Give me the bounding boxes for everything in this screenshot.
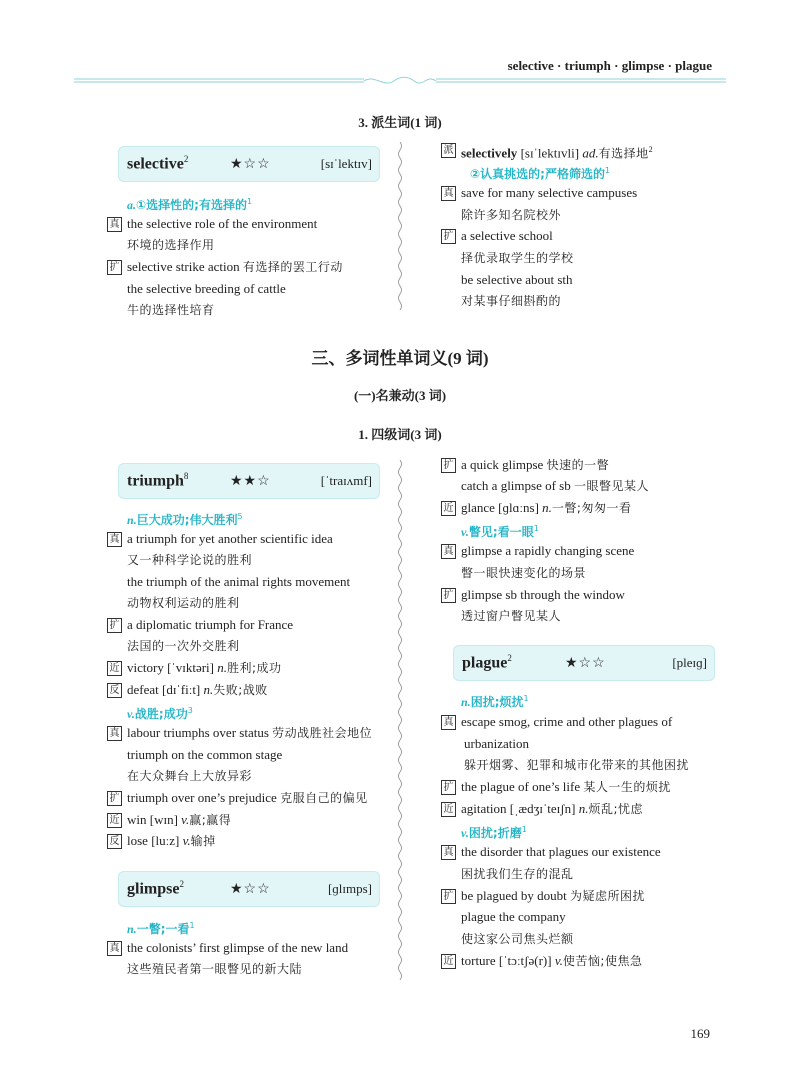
example-continued: urbanization <box>464 736 529 751</box>
example: 真 save for many selective campuses <box>441 184 637 202</box>
example: 真 escape smog, crime and other plagues of <box>441 713 672 731</box>
example: 扩 a selective school <box>441 227 553 245</box>
zhen-mark: 真 <box>441 715 456 730</box>
example: the triumph of the animal rights movement <box>127 574 351 589</box>
zhen-mark: 真 <box>441 845 456 860</box>
entry-card-selective <box>118 146 380 182</box>
zhen-mark: 真 <box>441 186 456 201</box>
sense-adj-2: ②认真挑选的;严格筛选的$^1$ <box>470 166 611 181</box>
sense-verb: v.瞥见;看一眼$^1$ <box>461 524 539 539</box>
headword: triumph$^8$ <box>127 471 189 490</box>
synonym: 近 win [wɪn] v.赢;赢得 <box>107 811 231 829</box>
translation: 这些殖民者第一眼瞥见的新大陆 <box>127 962 303 976</box>
fan-mark: 反 <box>107 834 122 849</box>
sense-verb: v.困扰;折磨$^1$ <box>461 825 527 840</box>
synonym: 近 victory [ˈvɪktəri] n.胜利;成功 <box>107 659 282 677</box>
translation: 动物权利运动的胜利 <box>127 596 240 610</box>
kuo-mark: 扩 <box>441 780 456 795</box>
translation: 法国的一次外交胜利 <box>127 639 240 653</box>
example: catch a glimpse of sb 一眼瞥见某人 <box>461 478 650 493</box>
jin-mark: 近 <box>107 661 122 676</box>
jin-mark: 近 <box>441 802 456 817</box>
kuo-mark: 扩 <box>107 618 122 633</box>
antonym: 反 lose [luːz] v.输掉 <box>107 832 216 850</box>
running-header: selective · triumph · glimpse · plague <box>507 58 712 73</box>
frequency-stars: ★☆☆ <box>565 656 606 671</box>
example: the selective breeding of cattle <box>127 281 286 296</box>
example: 真 a triumph for yet another scientific idea <box>107 530 333 548</box>
headword: selective$^2$ <box>127 154 189 173</box>
translation: 对某事仔细斟酌的 <box>461 294 562 308</box>
translation: 除许多知名院校外 <box>461 208 562 222</box>
phonetic: [ˈtraɪʌmf] <box>320 473 372 488</box>
translation: 瞥一眼快速变化的场景 <box>461 566 587 580</box>
column-divider <box>397 142 403 310</box>
kuo-mark: 扩 <box>441 588 456 603</box>
header-ornament-rule <box>74 76 726 86</box>
translation: 环境的选择作用 <box>127 238 215 252</box>
entry-card-glimpse <box>118 871 380 907</box>
jin-mark: 近 <box>441 501 456 516</box>
frequency-stars: ★☆☆ <box>230 157 271 172</box>
example: 真 the disorder that plagues our existence <box>441 843 661 861</box>
synonym: 近 agitation [ˌædʒɪˈteɪʃn] n.烦乱;忧虑 <box>441 800 643 818</box>
example: 真 the colonists’ first glimpse of the new land <box>107 939 348 957</box>
translation: 择优录取学生的学校 <box>461 251 574 265</box>
headword: glimpse$^2$ <box>127 879 184 898</box>
zhen-mark: 真 <box>107 941 122 956</box>
sense-adj: a.①选择性的;有选择的$^1$ <box>127 197 253 212</box>
page-number: 169 <box>690 1026 710 1041</box>
phonetic: [ɡlɪmps] <box>327 881 372 896</box>
example: 扩 selective strike action 有选择的罢工行动 <box>107 258 343 276</box>
translation: 透过窗户瞥见某人 <box>461 609 562 623</box>
kuo-mark: 扩 <box>441 458 456 473</box>
kuo-mark: 扩 <box>441 889 456 904</box>
example: be selective about sth <box>461 272 573 287</box>
zhen-mark: 真 <box>107 726 122 741</box>
phonetic: [pleɪɡ] <box>672 655 707 670</box>
column-divider <box>397 460 403 980</box>
jin-mark: 近 <box>107 813 122 828</box>
derivative-entry: 派 selectively [sɪˈlektɪvli] ad.有选择地$^2$ <box>441 141 653 162</box>
sense-noun: n.一瞥;一看$^1$ <box>127 921 195 936</box>
synonym: 近 torture [ˈtɔːtʃə(r)] v.使苦恼;使焦急 <box>441 952 642 970</box>
kuo-mark: 扩 <box>107 791 122 806</box>
example: 扩 the plague of one’s life 某人一生的烦扰 <box>441 778 671 796</box>
synonym: 近 glance [ɡlɑːns] n.一瞥;匆匆一看 <box>441 499 631 517</box>
sense-noun: n.巨大成功;伟大胜利$^5$ <box>127 512 243 527</box>
fan-mark: 反 <box>107 683 122 698</box>
zhen-mark: 真 <box>441 544 456 559</box>
example: 真 labour triumphs over status 劳动战胜社会地位 <box>107 724 372 742</box>
subsection-title: (一)名兼动(3 词) <box>353 388 447 403</box>
phonetic: [sɪˈlektɪv] <box>320 156 372 171</box>
derived-words-title: 3. 派生词(1 词) <box>358 115 442 130</box>
jin-mark: 近 <box>441 954 456 969</box>
main-section-title: 三、多词性单词义(9 词) <box>311 349 489 368</box>
example: 真 glimpse a rapidly changing scene <box>441 542 634 560</box>
zhen-mark: 真 <box>107 217 122 232</box>
translation: 使这家公司焦头烂额 <box>461 932 574 946</box>
example: 扩 triumph over one’s prejudice 克服自己的偏见 <box>107 789 368 807</box>
example: triumph on the common stage <box>127 747 283 762</box>
sense-verb: v.战胜;成功$^3$ <box>127 706 193 721</box>
example: 扩 a diplomatic triumph for France <box>107 616 293 634</box>
translation: 困扰我们生存的混乱 <box>461 867 574 881</box>
entry-card-triumph <box>118 463 380 499</box>
frequency-stars: ★☆☆ <box>230 882 271 897</box>
headword: plague$^2$ <box>462 653 512 672</box>
kuo-mark: 扩 <box>441 229 456 244</box>
example: 真 the selective role of the environment <box>107 215 317 233</box>
pai-mark: 派 <box>441 143 456 158</box>
translation: 躲开烟雾、犯罪和城市化带来的其他困扰 <box>464 758 690 772</box>
entry-card-plague <box>453 645 715 681</box>
example: 扩 glimpse sb through the window <box>441 586 625 604</box>
level-title: 1. 四级词(3 词) <box>358 427 442 442</box>
translation: 牛的选择性培育 <box>127 303 215 317</box>
zhen-mark: 真 <box>107 532 122 547</box>
translation: 又一种科学论说的胜利 <box>127 553 253 567</box>
example: 扩 a quick glimpse 快速的一瞥 <box>441 456 609 474</box>
frequency-stars: ★★☆ <box>230 474 271 489</box>
sense-noun: n.困扰;烦扰$^1$ <box>461 694 529 709</box>
kuo-mark: 扩 <box>107 260 122 275</box>
antonym: 反 defeat [dɪˈfiːt] n.失败;战败 <box>107 681 268 699</box>
example: plague the company <box>461 909 566 924</box>
translation: 在大众舞台上大放异彩 <box>127 769 253 783</box>
example: 扩 be plagued by doubt 为疑虑所困扰 <box>441 887 645 905</box>
